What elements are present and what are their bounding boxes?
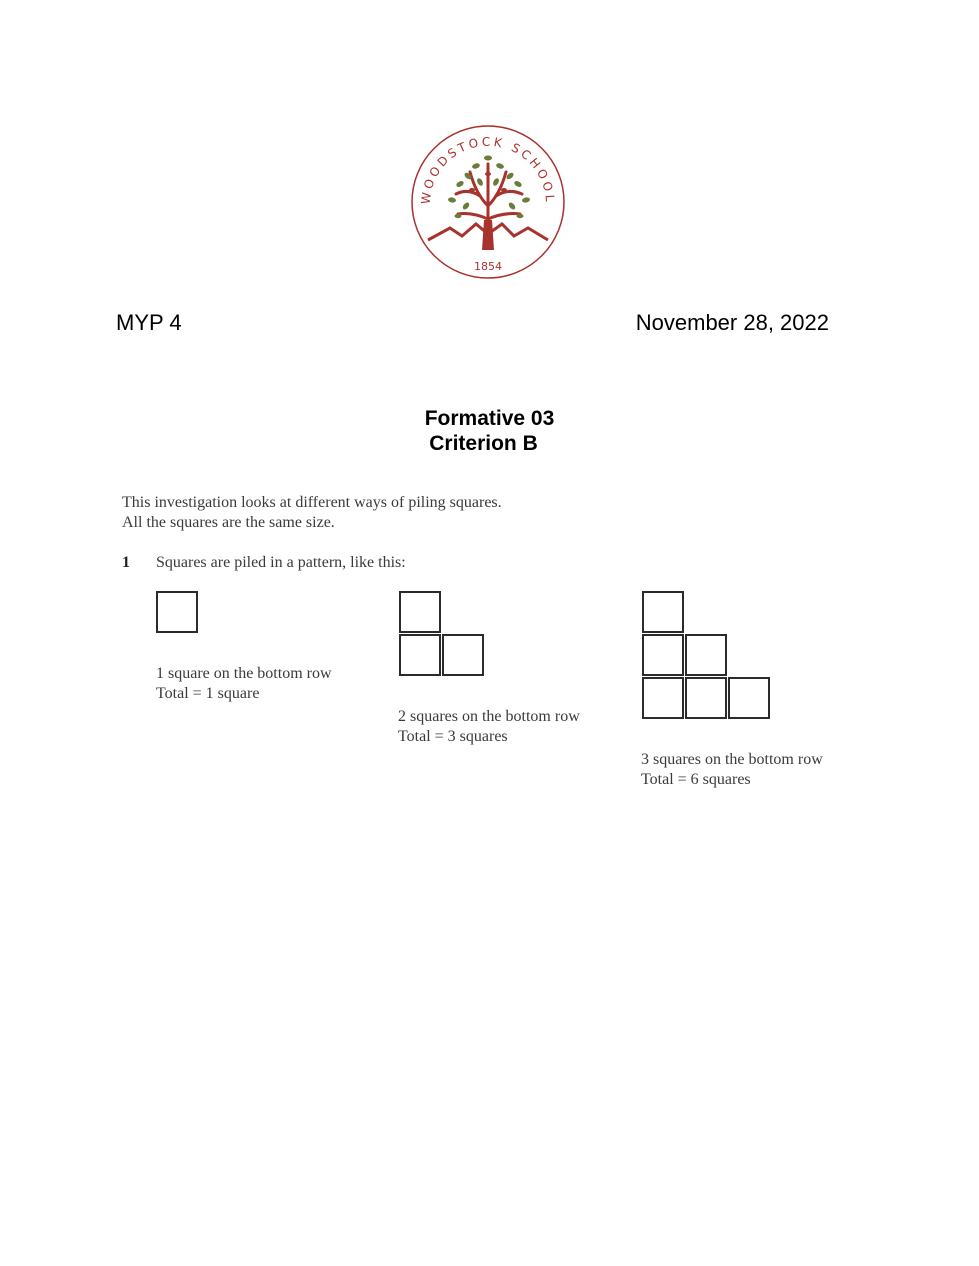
square — [642, 677, 684, 719]
date-label: November 28, 2022 — [635, 310, 829, 335]
intro-line-2: All the squares are the same size. — [122, 514, 335, 531]
logo-year: 1854 — [474, 260, 502, 273]
criterion-title: Criterion B — [429, 432, 538, 455]
intro-line-1: This investigation looks at different ways of piling squares. — [122, 494, 502, 511]
school-logo — [410, 124, 566, 280]
figure-3-caption-2: Total = 6 squares — [641, 771, 751, 788]
square — [685, 634, 727, 676]
question-text: Squares are piled in a pattern, like this: — [156, 554, 406, 571]
assignment-title: Formative 03 — [424, 407, 555, 430]
square — [642, 591, 684, 633]
square — [642, 634, 684, 676]
logo-school-name: WOODSTOCK SCHOOL — [418, 134, 558, 205]
square — [685, 677, 727, 719]
figure-3-caption-1: 3 squares on the bottom row — [641, 751, 823, 768]
square — [156, 591, 198, 633]
figure-2-caption-1: 2 squares on the bottom row — [398, 708, 580, 725]
square — [399, 591, 441, 633]
course-label: MYP 4 — [116, 310, 182, 335]
figure-1-caption-2: Total = 1 square — [156, 685, 260, 702]
square — [399, 634, 441, 676]
square — [442, 634, 484, 676]
square — [728, 677, 770, 719]
question-number: 1 — [122, 554, 130, 571]
figure-2-caption-2: Total = 3 squares — [398, 728, 508, 745]
figure-1-caption-1: 1 square on the bottom row — [156, 665, 332, 682]
